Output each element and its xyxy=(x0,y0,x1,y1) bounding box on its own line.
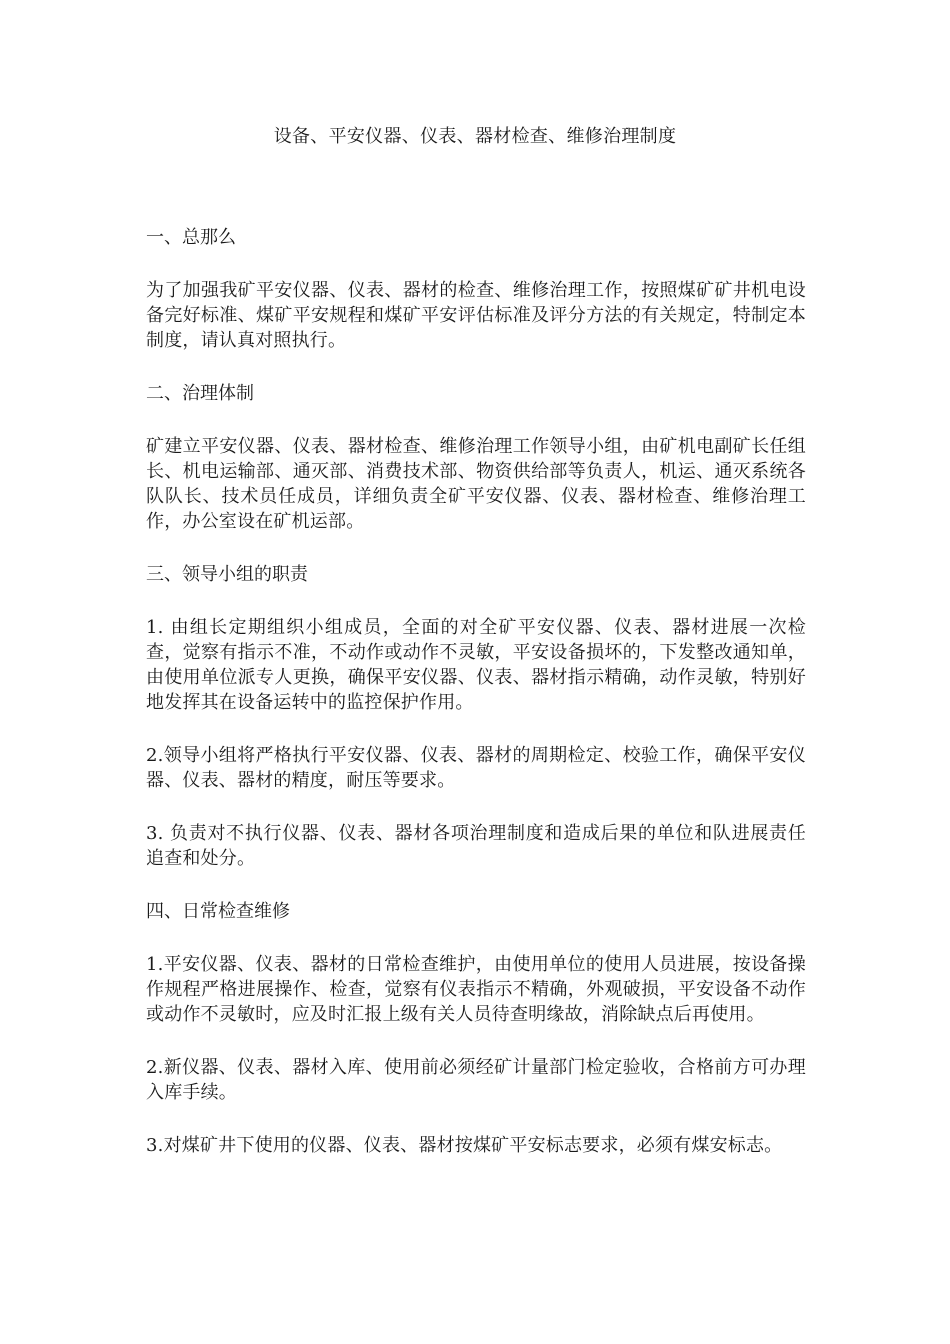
document-body xyxy=(146,225,806,1186)
section-management-system xyxy=(146,381,806,534)
section-paragraph: 矿建立平安仪器、仪表、器材检查、维修治理工作领导小组，由矿机电副矿长任组长、机电运输部、通灭部、消费技术部、物资供给部等负责人，机运、通灭系统各队队长、技术员任成员，详细负责全矿平安仪器、仪表、器材检查、维修治理工作，办公室设在矿机运部。 xyxy=(146,436,806,532)
section-paragraph: 3. 负责对不执行仪器、仪表、器材各项治理制度和造成后果的单位和队进展责任追查和处分。 xyxy=(146,823,806,869)
section-general xyxy=(146,225,806,353)
section-paragraph: 2.领导小组将严格执行平安仪器、仪表、器材的周期检定、校验工作，确保平安仪器、仪表、器材的精度，耐压等要求。 xyxy=(146,745,806,791)
section-heading: 二、治理体制 xyxy=(146,383,254,404)
section-paragraph: 1.平安仪器、仪表、器材的日常检查维护，由使用单位的使用人员进展，按设备操作规程严格进展操作、检查，觉察有仪表指示不精确，外观破损，平安设备不动作或动作不灵敏时，应及时汇报上级有关人员待查明缘故，消除缺点后再使用。 xyxy=(146,954,806,1025)
section-heading: 一、总那么 xyxy=(146,227,236,248)
section-daily-inspection xyxy=(146,899,806,1158)
section-heading: 三、领导小组的职责 xyxy=(146,564,308,585)
section-leadership-duties xyxy=(146,562,806,871)
section-paragraph: 为了加强我矿平安仪器、仪表、器材的检查、维修治理工作，按照煤矿矿井机电设备完好标准、煤矿平安规程和煤矿平安评估标准及评分方法的有关规定，特制定本制度，请认真对照执行。 xyxy=(146,280,806,351)
section-paragraph: 1. 由组长定期组织小组成员，全面的对全矿平安仪器、仪表、器材进展一次检查，觉察有指示不准，不动作或动作不灵敏，平安设备损坏的，下发整改通知单，由使用单位派专人更换，确保平安仪器、仪表、器材指示精确，动作灵敏，特别好地发挥其在设备运转中的监控保护作用。 xyxy=(146,617,806,713)
section-paragraph: 3.对煤矿井下使用的仪器、仪表、器材按煤矿平安标志要求，必须有煤安标志。 xyxy=(146,1135,783,1156)
section-heading: 四、日常检查维修 xyxy=(146,901,290,922)
document-title: 设备、平安仪器、仪表、器材检查、维修治理制度 xyxy=(273,126,677,147)
section-paragraph: 2.新仪器、仪表、器材入库、使用前必须经矿计量部门检定验收，合格前方可办理入库手续。 xyxy=(146,1057,806,1103)
